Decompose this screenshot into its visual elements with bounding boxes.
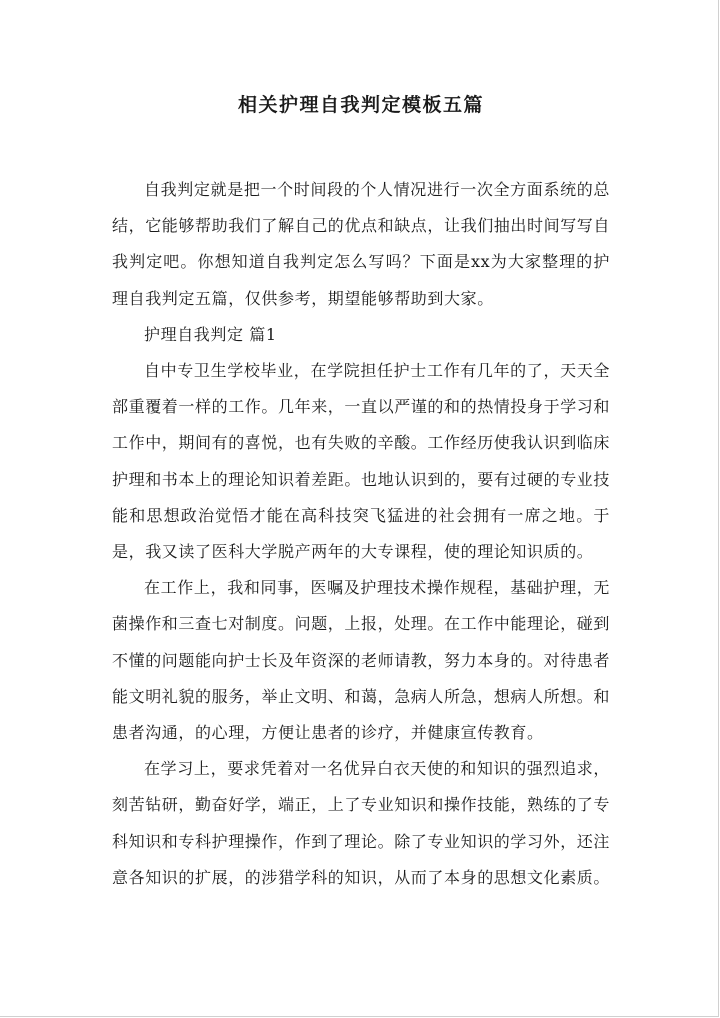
section-heading: 护理自我判定 篇1 [144, 324, 277, 344]
body-paragraph-1: 自中专卫生学校毕业，在学院担任护士工作有几年的了，天天全部重覆着一样的工作。几年来，一直以严谨的和的热情投身于学习和工作中，期间有的喜悦，也有失败的辛酸。工作经历使我认识到临床护理和书本上的理论知识着差距。也地认识到的，要有过硬的专业技能和思想政治觉悟才能在高科技突飞猛进的社会拥有一席之地。于是，我又读了医科大学脱产两年的大专课程，使的理论知识质的。 [112, 361, 611, 562]
document-body [112, 92, 610, 896]
intro-paragraph: 自我判定就是把一个时间段的个人情况进行一次全方面系统的总结，它能够帮助我们了解自己的优点和缺点，让我们抽出时间写写自我判定吧。你想知道自我判定怎么写吗？下面是xx为大家整理的护理自我判定五篇，仅供参考，期望能够帮助到大家。 [112, 180, 611, 308]
body-paragraph-2: 在工作上，我和同事，医嘱及护理技术操作规程，基础护理，无菌操作和三查七对制度。问题，上报，处理。在工作中能理论，碰到不懂的问题能向护士长及年资深的老师请教，努力本身的。对待患者能文明礼貌的服务，举止文明、和蔼，急病人所急，想病人所想。和患者沟通，的心理，方便让患者的诊疗，并健康宣传教育。 [112, 578, 611, 743]
document-title: 相关护理自我判定模板五篇 [237, 94, 484, 116]
body-paragraph-3: 在学习上，要求凭着对一名优异白衣天使的和知识的强烈追求，刻苦钻研，勤奋好学，端正，上了专业知识和操作技能，熟练的了专科知识和专科护理操作，作到了理论。除了专业知识的学习外，还注意各知识的扩展，的涉猎学科的知识，从而了本身的思想文化素质。 [112, 759, 611, 887]
